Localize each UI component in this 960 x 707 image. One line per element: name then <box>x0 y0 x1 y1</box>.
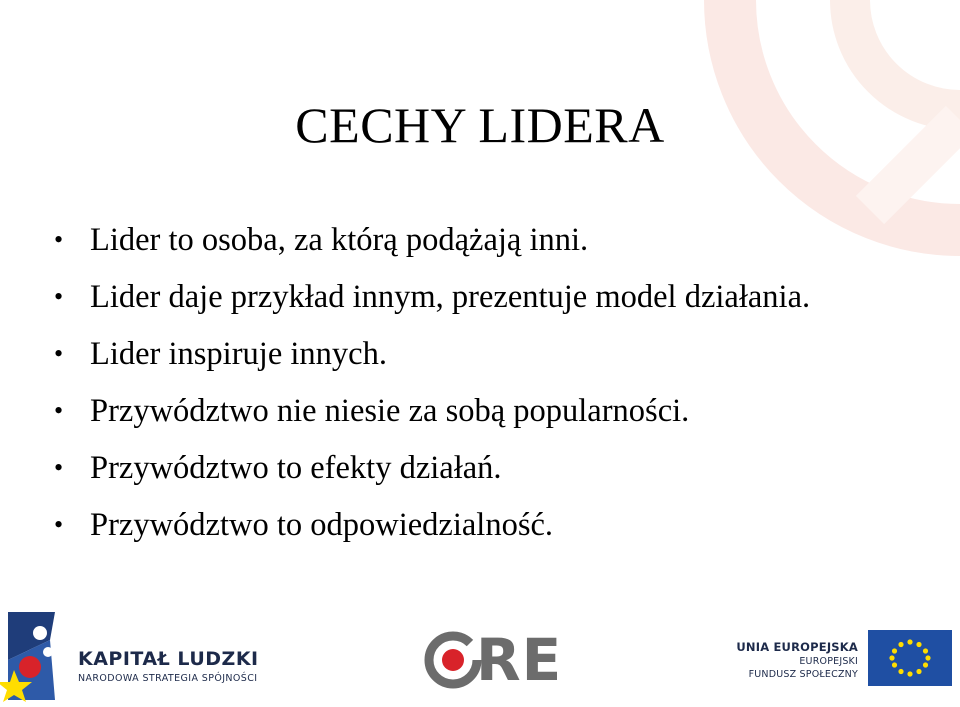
bullet-item <box>54 334 914 374</box>
bullet-text: Przywództwo to efekty działań. <box>90 450 502 486</box>
kapital-ludzki-title: KAPITAŁ LUDZKI <box>78 648 259 670</box>
bullet-text: Przywództwo nie niesie za sobą popularności. <box>90 393 690 429</box>
kapital-ludzki-subtitle: NARODOWA STRATEGIA SPÓJNOŚCI <box>78 673 258 684</box>
ue-logo <box>736 640 858 680</box>
ue-title: UNIA EUROPEJSKA <box>736 640 858 654</box>
bullet-text: Lider inspiruje innych. <box>90 336 387 372</box>
bullet-text: Lider daje przykład innym, prezentuje model działania. <box>90 279 811 315</box>
bullet-text: Lider to osoba, za którą podążają inni. <box>90 222 589 258</box>
bullet-list <box>54 220 914 562</box>
bullet-item <box>54 220 914 260</box>
ore-logo-text: RE <box>476 626 563 694</box>
bullet-marker: • <box>54 396 64 425</box>
kapital-ludzki-logo-icon <box>0 612 55 702</box>
bullet-marker: • <box>54 339 64 368</box>
bullet-marker: • <box>54 510 64 539</box>
bullet-item <box>54 391 914 431</box>
bullet-marker: • <box>54 225 64 254</box>
bullet-marker: • <box>54 453 64 482</box>
eu-flag-icon <box>868 630 952 686</box>
decorative-arc-top <box>850 0 960 110</box>
bullet-marker: • <box>54 282 64 311</box>
kapital-ludzki-logo <box>78 648 259 684</box>
ue-line-2: FUNDUSZ SPOŁECZNY <box>748 669 858 680</box>
ue-line-1: EUROPEJSKI <box>799 656 858 667</box>
bullet-text: Przywództwo to odpowiedzialność. <box>90 507 554 543</box>
bullet-item <box>54 505 914 545</box>
ore-logo-icon <box>429 636 477 684</box>
footer-logos <box>0 612 960 707</box>
bullet-item <box>54 277 914 317</box>
slide-title: CECHY LIDERA <box>295 97 665 153</box>
bullet-item <box>54 448 914 488</box>
